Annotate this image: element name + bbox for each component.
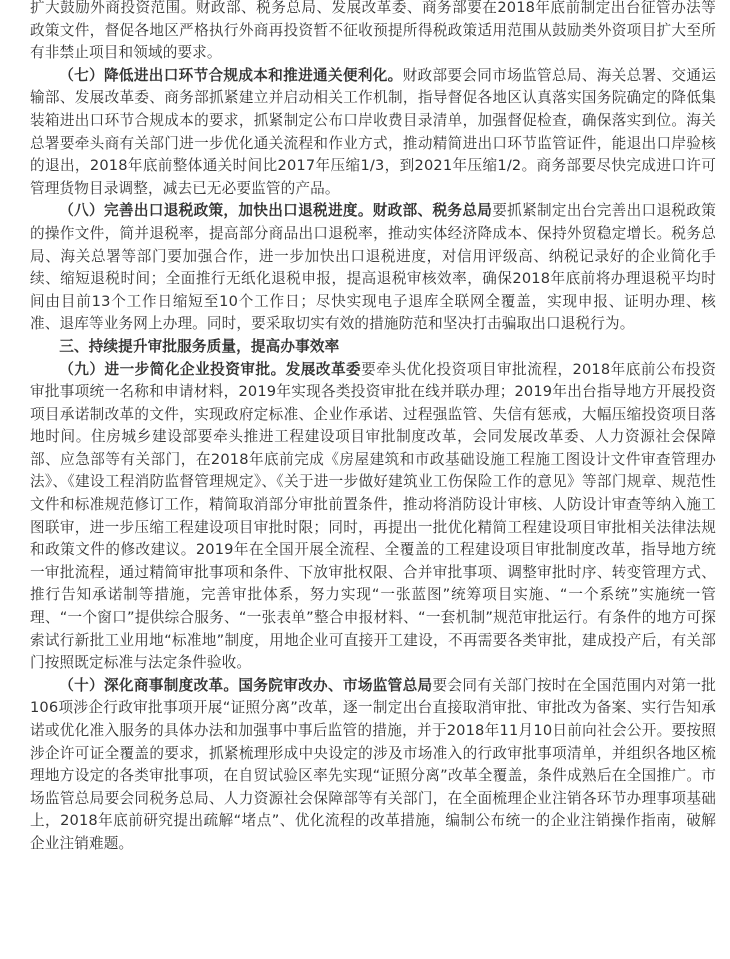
paragraph-body: 要会同有关部门按时在全国范围内对第一批106项涉企行政审批事项开展“证照分离”改革，逐一制定出台直接取消审批、审批改为备案、实行告知承诺或优化准入服务的具体办法和加强事中事后监管的措施，并于2018年11月10日前向社会公开。要按照涉企许可证全覆盖的要求，抓紧梳理形成中央设定的涉及市场准入的行政审批事项清单，并组织各地区梳理地方设定的各类审批事项，在自贸试验区率先实现“证照分离”改革全覆盖，条件成熟后在全国推广。市场监管总局要会同税务总局、人力资源社会保障部等有关部门，在全面梳理企业注销各环节办理事项基础上，2018年底前研究提出疏解“堵点”、优化流程的改革措施，编制公布统一的企业注销操作指南，破解企业注销难题。 <box>30 676 716 852</box>
paragraph-lead: （九）进一步简化企业投资审批。发展改革委 <box>59 360 362 378</box>
paragraph-body: 要抓紧制定出台完善出口退税政策的操作文件，简并退税率，提高部分商品出口退税率，推动实体经济降成本、保持外贸稳定增长。税务总局、海关总署等部门要加强合作，进一步加快出口退税进度，对信用评级高、纳税记录好的企业简化手续、缩短退税时间；全面推行无纸化退税申报，提高退税审核效率，确保2018年底前将办理退税平均时间由目前13个工作日缩短至10个工作日；尽快实现电子退库全联网全覆盖，实现申报、证明办理、核准、退库等业务网上办理。同时，要采取切实有效的措施防范和坚决打击骗取出口退税行为。 <box>30 202 716 333</box>
section-heading <box>30 336 716 359</box>
paragraph-body: 财政部要会同市场监管总局、海关总署、交通运输部、发展改革委、商务部抓紧建立并启动相关工作机制，指导督促各地区认真落实国务院确定的降低集装箱进出口环节合规成本的要求，抓紧制定公布口岸收费目录清单，加强督促检查，确保落实到位。海关总署要牵头商有关部门进一步优化通关流程和作业方式，推动精简进出口环节监管证件，能退出口岸验核的退出，2018年底前整体通关时间比2017年压缩1/3，到2021年压缩1/2。商务部要尽快完成进口许可管理货物目录调整，减去已无必要监管的产品。 <box>30 66 717 197</box>
paragraph-lead: （八）完善出口退税政策，加快出口退税进度。财政部、税务总局 <box>59 202 493 220</box>
paragraph-text: 扩大鼓励外商投资范围。财政部、税务总局、发展改革委、商务部要在2018年底前制定出台征管办法等政策文件，督促各地区严格执行外商再投资暂不征收预提所得税政策适用范围从鼓励类外资项目扩大至所有非禁止项目和领域的要求。 <box>30 0 716 62</box>
section-heading-text: 三、持续提升审批服务质量，提高办事效率 <box>59 337 340 355</box>
paragraph-lead: （七）降低进出口环节合规成本和推进通关便利化。 <box>59 66 403 84</box>
paragraph-continuation <box>30 0 716 65</box>
paragraph-lead: （十）深化商事制度改革。国务院审改办、市场监管总局 <box>59 676 433 694</box>
paragraph-body: 要牵头优化投资项目审批流程，2018年底前公布投资审批事项统一名称和申请材料，2019年实现各类投资审批在线并联办理；2019年出台指导地方开展投资项目承诺制改革的文件，实现政府定标准、企业作承诺、过程强监管、失信有惩戒，大幅压缩投资项目落地时间。住房城乡建设部要牵头推进工程建设项目审批制度改革，会同发展改革委、人力资源社会保障部、应急部等有关部门，在2018年底前完成《房屋建筑和市政基础设施工程施工图设计文件审查管理办法》、《建设工程消防监督管理规定》、《关于进一步做好建筑业工伤保险工作的意见》等部门规章、规范性文件和标准规范修订工作，精简取消部分审批前置条件，推动将消防设计审核、人防设计审查等纳入施工图联审，进一步压缩工程建设项目审批时限；同时，再提出一批优化精简工程建设项目审批相关法律法规和政策文件的修改建议。2019年在全国开展全流程、全覆盖的工程建设项目审批制度改革，指导地方统一审批流程，通过精简审批事项和条件、下放审批权限、合并审批事项、调整审批时序、转变管理方式、推行告知承诺制等措施，完善审批体系，努力实现“一张蓝图”统筹项目实施、“一个系统”实施统一管理、“一个窗口”提供综合服务、“一张表单”整合申报材料、“一套机制”规范审批运行。有条件的地方可探索试行新批工业用地“标准地”制度，用地企业可直接开工建设，不再需要各类审批，建成投产后，有关部门按照既定标准与法定条件验收。 <box>30 360 716 672</box>
paragraph-ten <box>30 675 716 856</box>
paragraph-nine <box>30 359 716 675</box>
paragraph-seven <box>30 65 716 201</box>
paragraph-eight <box>30 200 716 336</box>
